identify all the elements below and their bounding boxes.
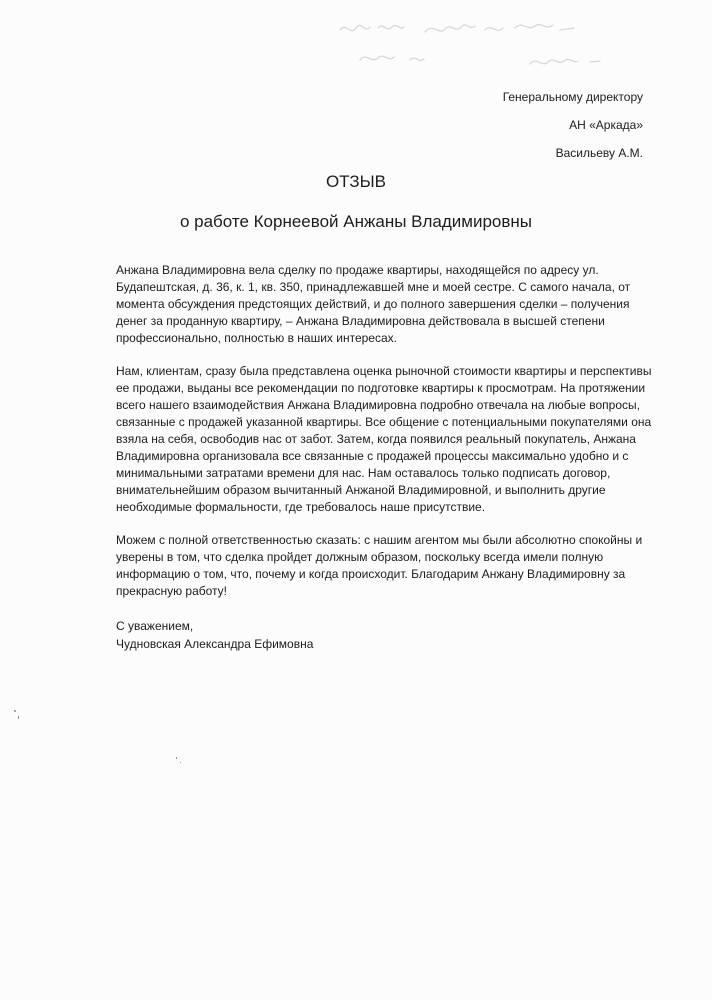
recipient-company: АН «Аркада» — [569, 118, 643, 132]
document-body — [116, 262, 654, 616]
paper-speck — [18, 716, 19, 719]
recipient-name: Васильеву А.М. — [555, 146, 643, 160]
paragraph: Нам, клиентам, сразу была представлена оценка рыночной стоимости квартиры и перспективы ее продажи, выданы все рекомендации по подготовке квартиры к просмотрам. На протяжении всего нашего взаимодействия Анжана Владимировна подробно отвечала на любые вопросы, связанные с продажей указанной квартиры. Все общение с потенциальными покупателями она взяла на себя, освободив нас от забот. Затем, когда появился реальный покупатель, Анжана Владимировна организовала все связанные с продажей процессы максимально удобно и с минимальными затратами времени для нас. Нам оставалось только подписать договор, внимательнейшим образом вычитанный Анжаной Владимировной, и выполнить другие необходимые формальности, где требовалось наше присутствие. — [116, 364, 652, 514]
paper-speck — [176, 757, 177, 759]
document-title: ОТЗЫВ — [325, 172, 387, 191]
paragraph: Можем с полной ответственностью сказать: с нашим агентом мы были абсолютно спокойны и уверены в том, что сделка пройдет должным образом, поскольку всегда имели полную информацию о том, что, почему и когда происходит. Благодарим Анжану Владимировну за прекрасную работу! — [116, 533, 643, 598]
paragraph: Анжана Владимировна вела сделку по продаже квартиры, находящейся по адресу ул. Будапештская, д. 36, к. 1, кв. 350, принадлежавшей мне и моей сестре. С самого начала, от момента обсуждения предстоящих действий, и до полного завершения сделки – получения денег за проданную квартиру, – Анжана Владимировна действовала в высшей степени профессионально, полностью в наших интересах. — [116, 263, 631, 345]
bleed-through-handwriting — [300, 8, 630, 78]
recipient-block — [503, 90, 643, 174]
paper-speck — [14, 710, 16, 712]
closing-text: С уважением, — [116, 619, 194, 633]
paper-speck — [180, 762, 181, 763]
signer-name: Чудновская Александра Ефимовна — [116, 637, 314, 651]
recipient-position: Генеральному директору — [502, 90, 643, 104]
document-subtitle: о работе Корнеевой Анжаны Владимировны — [179, 212, 533, 231]
signature-block — [116, 617, 313, 653]
